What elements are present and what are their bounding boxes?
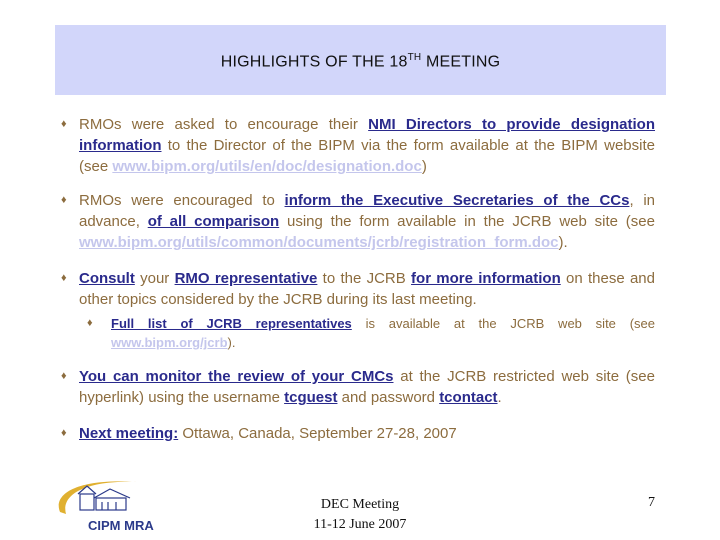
bullet-icon: ♦ <box>61 272 67 284</box>
footer-event: DEC Meeting <box>320 497 400 512</box>
bullet-item <box>61 268 655 310</box>
slide-title <box>55 52 666 71</box>
body-text: using the form available in the JCRB web site (see <box>279 213 655 230</box>
url-link[interactable]: www.bipm.org/jcrb <box>111 335 228 350</box>
body-text: to the Director of the BIPM via the form available at the BIPM website (see <box>79 137 655 175</box>
footer <box>290 495 430 535</box>
body-text: . <box>497 389 502 406</box>
sub-bullet-item <box>87 314 655 352</box>
body-text: and password <box>337 389 440 406</box>
title-banner <box>55 25 666 95</box>
title-text-end: MEETING <box>421 53 501 71</box>
hyperlink[interactable]: RMO representative <box>174 270 318 287</box>
body-text: Ottawa, Canada, September 27-28, 2007 <box>178 425 457 442</box>
url-link[interactable]: www.bipm.org/utils/common/documents/jcrb/registration_form.doc <box>79 234 559 251</box>
cipm-mra-logo <box>52 472 162 534</box>
bullet-icon: ♦ <box>61 194 67 206</box>
bullet-item <box>61 190 656 253</box>
hyperlink[interactable]: tcguest <box>284 389 338 406</box>
body-text: ). <box>227 335 236 350</box>
bullet-icon: ♦ <box>61 118 67 130</box>
body-text: ). <box>558 234 568 251</box>
footer-date: 11-12 June 2007 <box>313 517 407 532</box>
hyperlink[interactable]: NMI Directors to provide designation information <box>79 116 656 154</box>
hyperlink[interactable]: tcontact <box>439 389 498 406</box>
bullet-item <box>61 114 656 177</box>
page-number: 7 <box>648 495 655 510</box>
body-text: RMOs were asked to encourage their <box>79 116 369 133</box>
url-link[interactable]: www.bipm.org/utils/en/doc/designation.doc <box>112 158 422 175</box>
logo-text: CIPM MRA <box>88 518 154 533</box>
title-superscript: TH <box>407 52 422 63</box>
body-text: your <box>134 270 175 287</box>
hyperlink[interactable]: inform the Executive Secretaries of the CCs <box>284 192 630 209</box>
bullet-item <box>61 423 655 444</box>
body-text: ) <box>421 158 427 175</box>
hyperlink[interactable]: Full list of JCRB representatives <box>111 316 352 331</box>
bullet-icon: ♦ <box>61 427 67 439</box>
hyperlink[interactable]: Next meeting: <box>79 425 179 442</box>
hyperlink[interactable]: You can monitor the review of your CMCs <box>79 368 394 385</box>
body-text: , in advance, <box>79 192 656 230</box>
body-text: at the JCRB restricted web site (see hyperlink) using the username <box>79 368 655 406</box>
body-text: to the JCRB <box>317 270 412 287</box>
bullet-icon: ♦ <box>87 317 93 329</box>
body-text: RMOs were encouraged to <box>79 192 285 209</box>
title-text: HIGHLIGHTS OF THE 18 <box>220 53 408 71</box>
hyperlink[interactable]: for more information <box>411 270 561 287</box>
bullet-icon: ♦ <box>61 370 67 382</box>
body-text: is available at the JCRB web site (see <box>351 316 655 331</box>
hyperlink[interactable]: of all comparison <box>147 213 280 230</box>
hyperlink[interactable]: Consult <box>79 270 135 287</box>
body-text: on these and other topics considered by the JCRB during its last meeting. <box>79 270 655 308</box>
bullet-item <box>61 366 655 408</box>
